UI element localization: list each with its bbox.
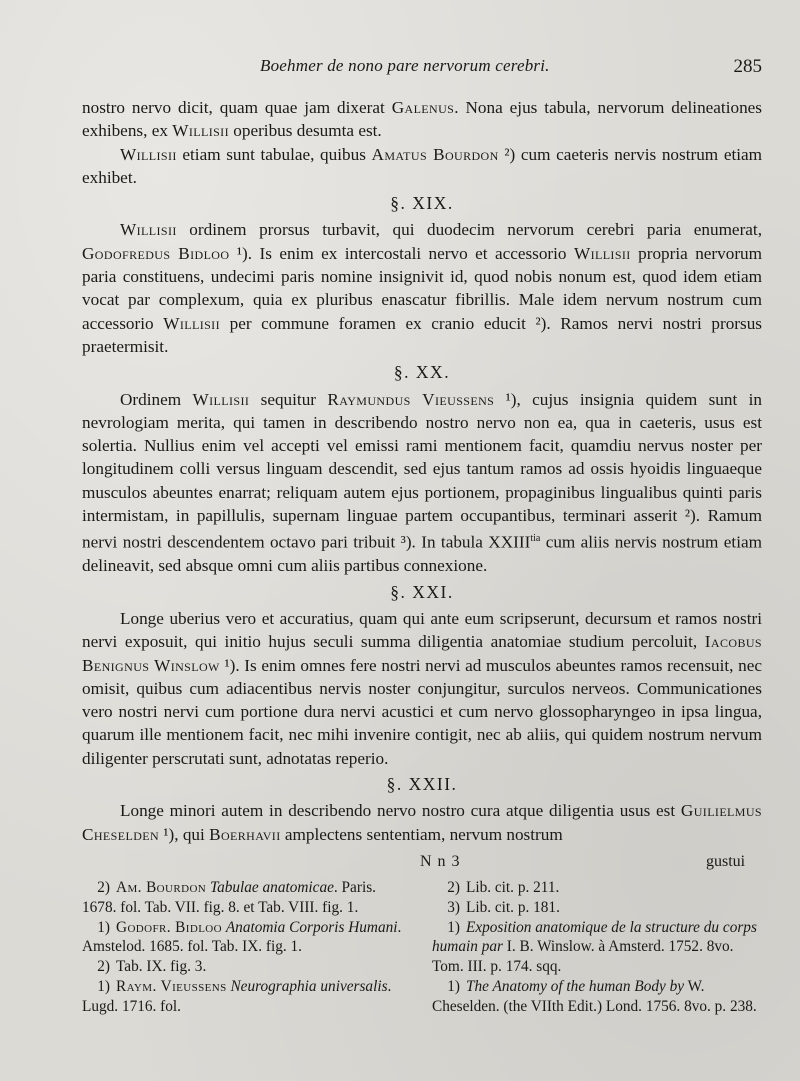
footnote: 2) Lib. cit. p. 211. bbox=[447, 879, 560, 896]
paragraph: nostro nervo dicit, quam quae jam dixerat Galenus. Nona ejus tabula, nervorum delineationes exhibens, ex Willisii operibus desumta est. bbox=[82, 98, 762, 141]
page-number: 285 bbox=[733, 56, 762, 77]
footnote: 1) Godofr. Bidloo Anatomia Corporis Humani. Amstelod. 1685. fol. Tab. IX. fig. 1. bbox=[82, 918, 402, 956]
signature-mark: N n 3 bbox=[420, 853, 461, 870]
footnote: 1) The Anatomy of the human Body by W. Cheselden. (the VIIth Edit.) Lond. 1756. 8vo. p. 238. bbox=[432, 977, 757, 1015]
author-name: Amatus Bourdon bbox=[371, 144, 499, 164]
section-heading: §. XXII. bbox=[386, 774, 458, 795]
author-name: Willisii bbox=[120, 220, 177, 240]
author-name: Guilielmus Cheselden bbox=[82, 801, 762, 844]
page-header bbox=[80, 56, 770, 84]
footnote: 3) Lib. cit. p. 181. bbox=[447, 898, 560, 916]
section-heading: §. XX. bbox=[393, 362, 451, 383]
author-name: Willisii bbox=[120, 144, 177, 164]
paragraph: Longe uberius vero et accuratius, quam qui ante eum scripserunt, decursum et ramos nostri nervi exposuit, qui initio hujus seculi summa diligentia anatomiae studium percoluit, Iacobus Benignus Winslow ¹). Is enim omnes fere nostri nervi ad musculos abeuntes ramos recensuit, nec omisit, quibus cum adiacentibus nervis noster conjungitur, surculos nerveos. Communicationes vero nostri nervi cum portione dura nervi acustici et cum nervo glossopharyngeo in ipsa lingua, quarum ille mentionem facit, nec mihi invenire contigit, nec ab aliis, qui quidem nostrum nervum diligenter perscrutati sunt, adnotatas reperio. bbox=[82, 608, 762, 768]
paragraph: Longe minori autem in describendo nervo nostro cura atque diligentia usus est Guilielmus Cheselden ¹), qui Boerhavii amplectens sententiam, nervum nostrum bbox=[82, 801, 762, 844]
paragraph: Willisii ordinem prorsus turbavit, qui duodecim nervorum cerebri paria enumerat, Godofredus Bidloo ¹). Is enim ex intercostali nervo et accessorio Willisii propria nervorum paria constituens, undecimi paris nomine insignivit id, quod nobis nonum est, quod idem etiam vocat par complexum, quia ex pluribus enascatur fibrillis. Male idem nervum nostrum cum accessorio Willisii per commune foramen ex cranio educit ²). Ramos nervi nostri prorsus praetermisit. bbox=[82, 220, 763, 356]
footnote: 1) Exposition anatomique de la structure du corps humain par I. B. Winslow. à Amsterd. 1752. 8vo. Tom. III. p. 174. sqq. bbox=[432, 918, 757, 976]
running-title: Boehmer de nono pare nervorum cerebri. bbox=[260, 56, 550, 75]
footnote: 2) Am. Bourdon Tabulae anatomicae. Paris. 1678. fol. Tab. VII. fig. 8. et Tab. VIII. fig. 1. bbox=[82, 879, 376, 916]
author-name: Galenus bbox=[391, 98, 455, 117]
footnote-column-right bbox=[432, 878, 762, 1017]
author-name: Willisii bbox=[192, 389, 250, 409]
author-name: Godofredus Bidloo bbox=[82, 243, 230, 263]
author-name: Willisii bbox=[172, 121, 229, 141]
main-text bbox=[82, 96, 762, 846]
author-name: Iacobus Benignus Winslow bbox=[82, 632, 762, 675]
footnote: 2) Tab. IX. fig. 3. bbox=[97, 958, 207, 976]
paragraph: Willisii etiam sunt tabulae, quibus Amatus Bourdon ²) cum caeteris nervis nostrum etiam exhibet. bbox=[82, 144, 762, 187]
author-name: Willisii bbox=[163, 313, 220, 333]
section-heading: §. XIX. bbox=[390, 193, 454, 214]
section-heading: §. XXI. bbox=[390, 581, 454, 602]
footnote-column-left bbox=[82, 878, 412, 1017]
catchword: gustui bbox=[706, 853, 746, 870]
author-name: Boerhavii bbox=[209, 824, 281, 844]
author-name: Willisii bbox=[573, 243, 631, 263]
author-name: Raymundus Vieussens bbox=[327, 389, 495, 409]
superscript: tia bbox=[530, 533, 541, 545]
footnote: 1) Raym. Vieussens Neurographia universalis. Lugd. 1716. fol. bbox=[82, 977, 392, 1015]
paragraph: Ordinem Willisii sequitur Raymundus Vieussens ¹), cujus insignia quidem sunt in nevrologiam merita, qui tamen in describendo nostro nervo non ea, qua in caeteris, usus est solertia. Nullius enim vel accepti vel emissi rami mentionem facit, quamdiu nervus noster per longitudinem colli versus linguam descendit, sed ejus tantum ramos ad ossis hyoidis linguaeque musculos abeuntes enarrat; reliquam autem ejus portionem, propaginibus lingualibus quinti paris intermistam, in papillulis, supernam linguae partem occupantibus, terminari asserit ²). Ramum nervi nostri descendentem octavo pari tribuit ³). In tabula $XXIII^{tia}$ cum aliis nervis nostrum etiam delineavit, sed absque omni cum aliis partibus connexione. bbox=[82, 389, 763, 576]
